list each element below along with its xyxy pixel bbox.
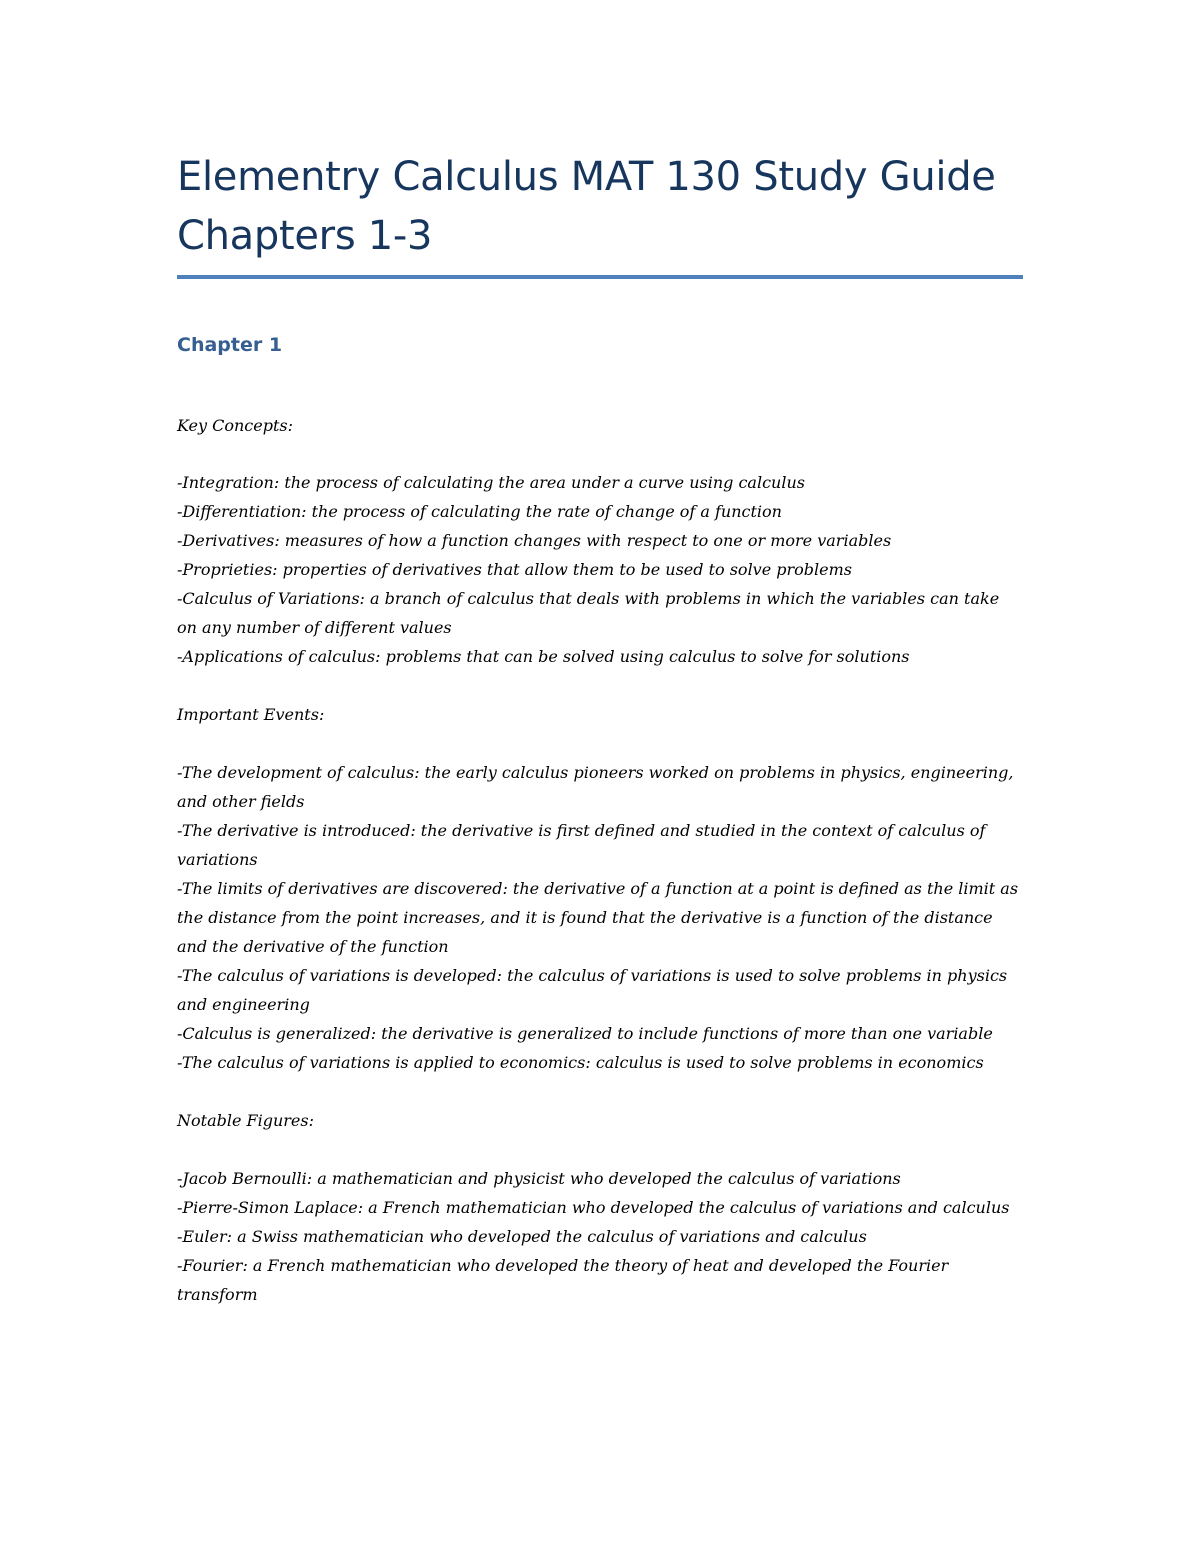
notable-figures-label: Notable Figures:: [177, 1111, 314, 1130]
key-concepts-label: Key Concepts:: [177, 416, 293, 435]
key-concepts-list: [177, 468, 1023, 671]
key-concept-item: -Integration: the process of calculating the area under a curve using calculus: [177, 473, 805, 492]
key-concept-item: -Derivatives: measures of how a function changes with respect to one or more variables: [177, 531, 892, 550]
key-concept-item: -Proprieties: properties of derivatives that allow them to be used to solve problems: [177, 560, 853, 579]
important-event-item: -The derivative is introduced: the derivative is first defined and studied in the context of calculus of variations: [177, 821, 986, 869]
important-events-list: [177, 758, 1023, 1077]
document-page: [177, 148, 1023, 1309]
notable-figures-list: [177, 1164, 1023, 1309]
document-title: Elementry Calculus MAT 130 Study Guide Chapters 1-3: [177, 154, 996, 259]
key-concept-item: -Applications of calculus: problems that can be solved using calculus to solve for solutions: [177, 647, 910, 666]
key-concept-item: -Calculus of Variations: a branch of calculus that deals with problems in which the variables can take on any number of different values: [177, 589, 1000, 637]
notable-figure-item: -Euler: a Swiss mathematician who developed the calculus of variations and calculus: [177, 1227, 867, 1246]
important-event-item: -The calculus of variations is developed: the calculus of variations is used to solve problems in physics and engineering: [177, 966, 1008, 1014]
title-underline-divider: [177, 275, 1023, 279]
important-event-item: -The limits of derivatives are discovered: the derivative of a function at a point is defined as the limit as the distance from the point increases, and it is found that the derivative is a function of the distance and the derivative of the function: [177, 879, 1019, 956]
important-event-item: -Calculus is generalized: the derivative is generalized to include functions of more than one variable: [177, 1024, 993, 1043]
notable-figure-item: -Fourier: a French mathematician who developed the theory of heat and developed the Fourier transform: [177, 1256, 949, 1304]
important-events-label: Important Events:: [177, 705, 325, 724]
key-concept-item: -Differentiation: the process of calculating the rate of change of a function: [177, 502, 782, 521]
notable-figure-item: -Jacob Bernoulli: a mathematician and physicist who developed the calculus of variations: [177, 1169, 901, 1188]
important-event-item: -The calculus of variations is applied to economics: calculus is used to solve problems in economics: [177, 1053, 984, 1072]
key-concepts-section: [177, 411, 1023, 671]
notable-figures-section: [177, 1106, 1023, 1309]
important-events-section: [177, 700, 1023, 1077]
important-event-item: -The development of calculus: the early calculus pioneers worked on problems in physics, engineering, and other fields: [177, 763, 1014, 811]
chapter-heading: Chapter 1: [177, 334, 283, 356]
notable-figure-item: -Pierre-Simon Laplace: a French mathematician who developed the calculus of variations and calculus: [177, 1198, 1010, 1217]
